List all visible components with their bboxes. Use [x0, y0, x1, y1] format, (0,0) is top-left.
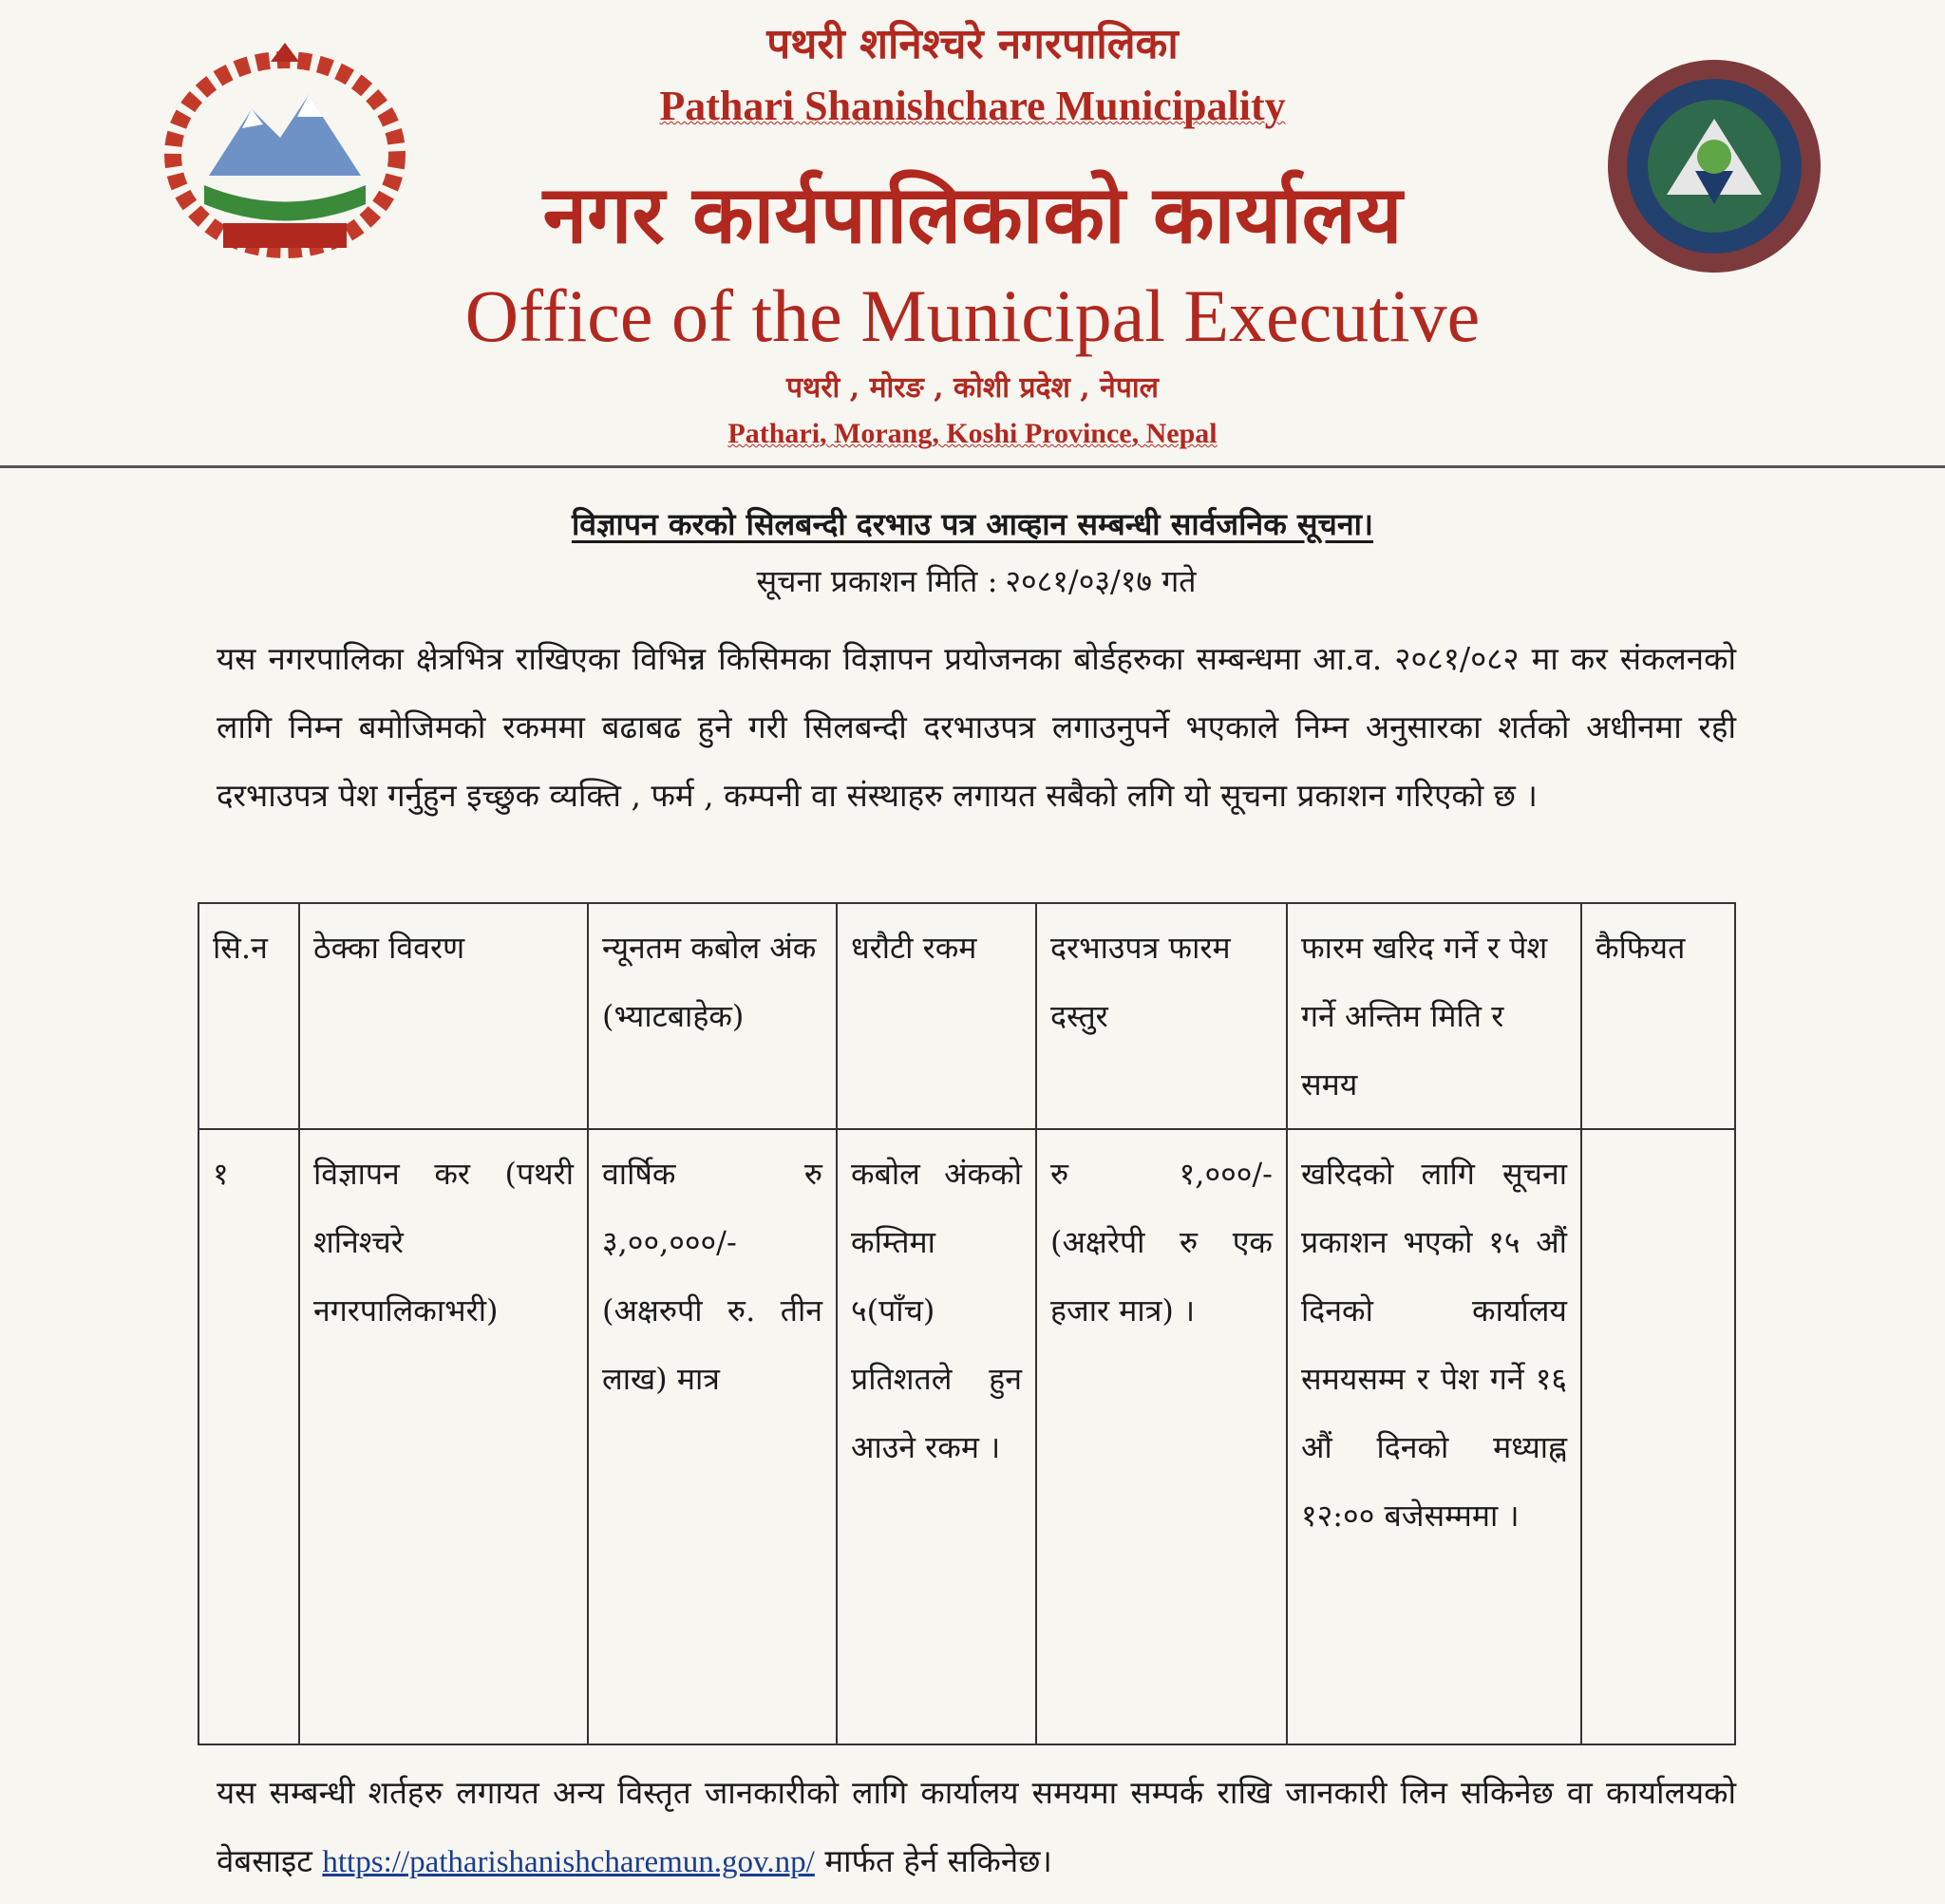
col-header-form-fee: दरभाउपत्र फारम दस्तुर — [1036, 903, 1287, 1129]
municipality-name-en: Pathari Shanishchare Municipality — [659, 83, 1286, 129]
footer-text-end: मार्फत हेर्न सकिनेछ। — [824, 1842, 1052, 1879]
cell-contract: विज्ञापन कर (पथरी शनिश्चरे नगरपालिकाभरी) — [299, 1129, 588, 1744]
publication-date — [0, 560, 1945, 601]
col-header-remarks: कैफियत — [1581, 903, 1735, 1129]
publication-date-label: सूचना प्रकाशन मिति : — [756, 563, 998, 599]
footer-text: यस सम्बन्धी शर्तहरु लगायत अन्य विस्तृत जानकारीको लागि कार्यालय समयमा सम्पर्क राखि जानकारी लिन सकिनेछ वा कार्यालयको वेबसाइट — [217, 1774, 1736, 1879]
notice-body: यस नगरपालिका क्षेत्रभित्र राखिएका विभिन्न किसिमका विज्ञापन प्रयोजनका बोर्डहरुका सम्बन्धमा आ.व. २०८१/०८२ मा कर संकलनको लागि निम्न बमोजिमको रकममा बढाबढ हुने गरी सिलबन्दी दरभाउपत्र लगाउनुपर्ने भएकाले निम्न अनुसारका शर्तको अधीनमा रही दरभाउपत्र पेश गर्नुहुन इच्छुक व्यक्ति , फर्म , कम्पनी वा संस्थाहरु लगायत सबैको लगि यो सूचना प्रकाशन गरिएको छ । — [217, 640, 1736, 814]
tender-table — [198, 902, 1736, 1745]
col-header-deposit: धरौटी रकम — [837, 903, 1036, 1129]
col-header-contract: ठेक्का विवरण — [299, 903, 588, 1129]
address-en: Pathari, Morang, Koshi Province, Nepal — [727, 418, 1218, 449]
office-name-np: नगर कार्यपालिकाको कार्यालय — [542, 167, 1403, 261]
table-header-row — [198, 903, 1735, 1129]
footer-note — [217, 1759, 1736, 1896]
col-header-sn: सि.न — [198, 903, 299, 1129]
publication-date-value: २०८१/०३/१७ गते — [1005, 563, 1197, 599]
notice-title: विज्ञापन करको सिलबन्दी दरभाउ पत्र आव्हान सम्बन्धी सार्वजनिक सूचना। — [571, 506, 1374, 542]
address-np: पथरी , मोरङ , कोशी प्रदेश , नेपाल — [786, 371, 1159, 405]
cell-deadline: खरिदको लागि सूचना प्रकाशन भएको १५ औं दिनको कार्यालय समयसम्म र पेश गर्ने १६ औं दिनको मध्याह्न १२:०० बजेसम्ममा । — [1287, 1129, 1581, 1744]
col-header-deadline: फारम खरिद गर्ने र पेश गर्ने अन्तिम मिति र समय — [1287, 903, 1581, 1129]
cell-min-bid: वार्षिक रु ३,००,०००/- (अक्षरुपी रु. तीन लाख) मात्र — [588, 1129, 837, 1744]
cell-remarks — [1581, 1129, 1735, 1744]
cell-sn: १ — [198, 1129, 299, 1744]
cell-deposit: कबोल अंकको कम्तिमा ५(पाँच) प्रतिशतले हुन आउने रकम । — [837, 1129, 1036, 1744]
municipality-name-np: पथरी शनिश्चरे नगरपालिका — [766, 20, 1179, 68]
cell-form-fee: रु १,०००/- (अक्षरेपी रु एक हजार मात्र) । — [1036, 1129, 1287, 1744]
website-link[interactable]: https://patharishanishcharemun.gov.np/ — [322, 1845, 815, 1879]
table-row — [198, 1129, 1735, 1744]
header-divider — [0, 465, 1945, 468]
office-name-en: Office of the Municipal Executive — [464, 274, 1481, 357]
col-header-min-bid: न्यूनतम कबोल अंक (भ्याटबाहेक) — [588, 903, 837, 1129]
